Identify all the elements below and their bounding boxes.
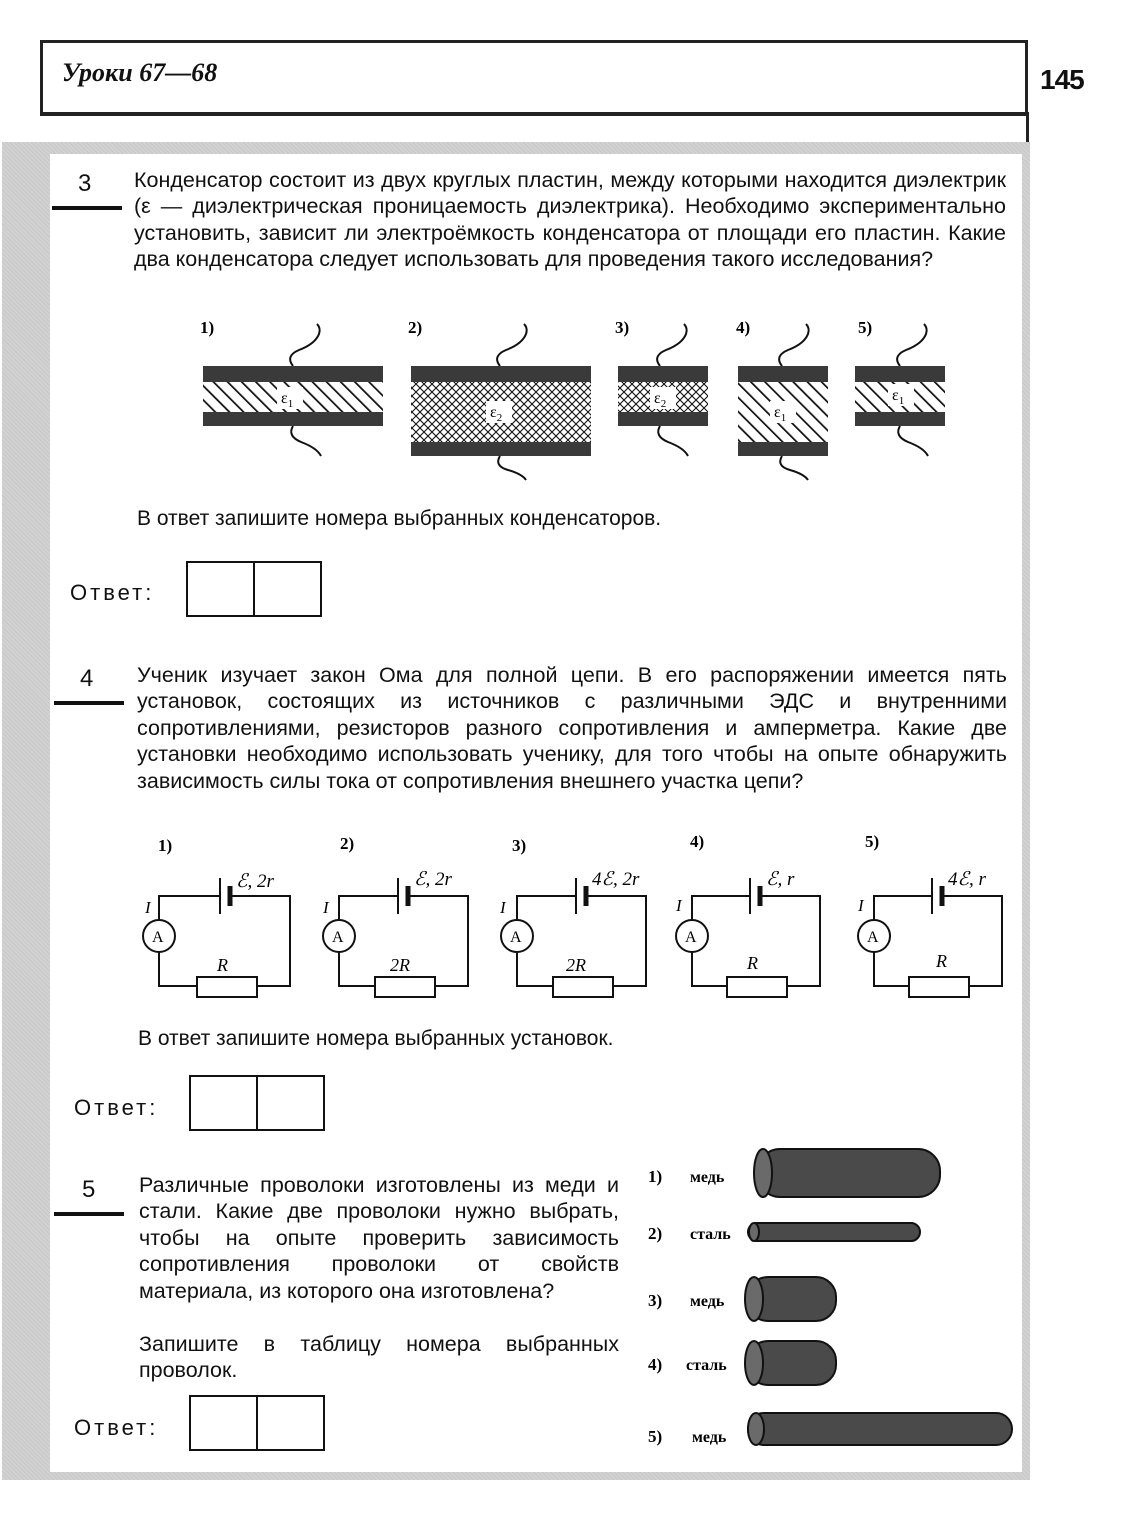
circuit-1 bbox=[143, 836, 290, 997]
capacitor-3-lead-top bbox=[657, 324, 687, 366]
circuit-2-label: 2) bbox=[340, 834, 355, 853]
capacitor-5 bbox=[855, 318, 945, 456]
question-5-answer-cell-1[interactable] bbox=[191, 1397, 256, 1449]
capacitor-1-plate-top bbox=[203, 366, 383, 382]
capacitor-2 bbox=[408, 318, 591, 480]
wire-2-material: сталь bbox=[690, 1226, 731, 1243]
wires-figure bbox=[620, 1140, 1025, 1470]
circuit-2-resistor-label: 2R bbox=[390, 955, 410, 975]
question-5-number: 5 bbox=[82, 1176, 96, 1203]
question-4-text: Ученик изучает закон Ома для полной цепи. В его распоряжении имеется пять установок, состоящих из источников с различными ЭДС и внутренними сопротивлениями, резисторов разного сопротивления и амперметра. Какие две установки необходимо использовать ученику, для того чтобы на опыте обнаружить зависимость силы тока от сопротивления внешнего участка цепи? bbox=[137, 663, 1007, 793]
circuit-2-source: ℰ, 2r bbox=[414, 869, 452, 890]
wire-4-label: 4) bbox=[648, 1355, 663, 1374]
capacitor-2-lead-bottom bbox=[498, 456, 526, 480]
capacitor-3-eps: $\varepsilon_2$ bbox=[654, 390, 667, 410]
capacitor-5-lead-top bbox=[897, 324, 927, 366]
capacitor-1 bbox=[200, 318, 383, 456]
capacitor-4-lead-bottom bbox=[780, 456, 808, 480]
question-3-answer-box[interactable] bbox=[186, 561, 322, 617]
circuit-3 bbox=[499, 836, 646, 997]
wire-4 bbox=[648, 1341, 836, 1385]
capacitor-3-lead-bottom bbox=[658, 426, 688, 456]
lesson-title: Уроки 67—68 bbox=[62, 58, 218, 87]
capacitor-4-eps: $\varepsilon_1$ bbox=[774, 404, 787, 424]
wire-3 bbox=[648, 1277, 836, 1321]
circuit-3-ammeter-label: A bbox=[510, 929, 522, 946]
question-4-marker bbox=[54, 701, 124, 705]
circuit-3-current-label: I bbox=[500, 898, 506, 917]
question-3-number: 3 bbox=[78, 170, 92, 197]
wire-5-label: 5) bbox=[648, 1427, 663, 1446]
wire-4-end bbox=[745, 1341, 763, 1385]
circuit-2 bbox=[322, 834, 468, 997]
circuit-4 bbox=[675, 832, 820, 997]
question-5-text: Различные проволоки изготовлены из меди и стали. Какие две проволоки нужно выбрать, чтобы на опыте проверить зависимость сопротивления проволоки от свойств материала, из которого она изготовлена? bbox=[139, 1173, 619, 1303]
circuit-1-current-label: I bbox=[145, 898, 151, 917]
circuit-1-resistor bbox=[197, 977, 257, 997]
wire-5 bbox=[648, 1413, 1012, 1446]
circuit-5 bbox=[857, 832, 1002, 997]
circuit-4-source: ℰ, r bbox=[766, 869, 795, 890]
capacitor-4-plate-top bbox=[738, 366, 828, 382]
circuit-4-ammeter-label: A bbox=[685, 929, 697, 946]
capacitor-2-label: 2) bbox=[408, 318, 423, 337]
wire-2-body bbox=[748, 1223, 920, 1241]
circuit-5-resistor-label: R bbox=[936, 951, 947, 971]
circuit-3-resistor-label: 2R bbox=[566, 955, 586, 975]
circuit-5-label: 5) bbox=[865, 832, 880, 851]
capacitor-2-plate-top bbox=[411, 366, 591, 382]
capacitor-5-eps: $\varepsilon_1$ bbox=[892, 387, 905, 407]
wire-3-label: 3) bbox=[648, 1291, 663, 1310]
circuit-2-resistor bbox=[375, 977, 435, 997]
question-5-answer-label: Ответ: bbox=[74, 1415, 159, 1440]
question-3-instruction: В ответ запишите номера выбранных конденсаторов. bbox=[137, 507, 662, 530]
circuit-5-resistor bbox=[909, 977, 969, 997]
capacitor-5-lead-bottom bbox=[898, 426, 928, 456]
wire-5-end bbox=[748, 1413, 764, 1445]
circuit-3-label: 3) bbox=[512, 836, 527, 855]
wire-2-end bbox=[749, 1223, 759, 1241]
circuit-5-ammeter-label: A bbox=[867, 929, 879, 946]
capacitor-5-plate-top bbox=[855, 366, 945, 382]
question-3-text: Конденсатор состоит из двух круглых пластин, между которыми находится диэлектрик (ε — диэлектрическая проницаемость диэлектрика). Необходимо экспериментально установить, зависит ли электроёмкость конденсатора от площади его пластин. Какие два конденсатора следует использовать для проведения такого исследования? bbox=[134, 168, 1006, 272]
circuit-1-source: ℰ, 2r bbox=[236, 871, 274, 892]
question-3-answer-cell-2[interactable] bbox=[253, 563, 320, 615]
question-5-marker bbox=[54, 1212, 124, 1216]
capacitor-4-plate-bottom bbox=[738, 442, 828, 456]
circuit-5-current-label: I bbox=[858, 896, 864, 915]
circuit-1-ammeter-label: A bbox=[152, 929, 164, 946]
circuit-4-label: 4) bbox=[690, 832, 705, 851]
circuit-2-ammeter-label: A bbox=[332, 929, 344, 946]
capacitors-figure bbox=[0, 0, 1125, 520]
wire-5-material: медь bbox=[692, 1429, 727, 1446]
wire-1 bbox=[648, 1149, 940, 1197]
capacitor-2-plate-bottom bbox=[411, 442, 591, 456]
question-4-answer-label: Ответ: bbox=[74, 1095, 159, 1120]
question-5-text-2: Запишите в таблицу номера выбранных проволок. bbox=[139, 1332, 619, 1383]
capacitor-3-label: 3) bbox=[615, 318, 630, 337]
capacitor-4-label: 4) bbox=[736, 318, 751, 337]
circuit-2-current-label: I bbox=[323, 898, 329, 917]
wire-4-material: сталь bbox=[686, 1357, 727, 1374]
circuit-5-source: 4ℰ, r bbox=[948, 869, 986, 890]
question-5-answer-box[interactable] bbox=[189, 1395, 325, 1451]
capacitor-3-plate-top bbox=[618, 366, 708, 382]
capacitor-3 bbox=[615, 318, 708, 456]
wire-2-label: 2) bbox=[648, 1224, 663, 1243]
circuit-3-resistor bbox=[553, 977, 613, 997]
circuit-4-resistor-label: R bbox=[747, 953, 758, 973]
capacitor-5-label: 5) bbox=[858, 318, 873, 337]
capacitor-1-lead-top bbox=[290, 324, 320, 366]
question-3-answer-cell-1[interactable] bbox=[188, 563, 253, 615]
question-4-answer-cell-2[interactable] bbox=[256, 1077, 323, 1129]
circuit-4-current-label: I bbox=[676, 896, 682, 915]
question-5-answer-cell-2[interactable] bbox=[256, 1397, 323, 1449]
circuits-figure bbox=[0, 820, 1125, 1010]
capacitor-4-lead-top bbox=[779, 324, 809, 366]
capacitor-1-lead-bottom bbox=[291, 426, 321, 456]
capacitor-5-plate-bottom bbox=[855, 412, 945, 426]
capacitor-1-eps: $\varepsilon_1$ bbox=[281, 390, 294, 410]
question-4-number: 4 bbox=[80, 665, 94, 692]
capacitor-1-label: 1) bbox=[200, 318, 215, 337]
wire-3-material: медь bbox=[690, 1293, 725, 1310]
capacitor-2-eps: $\varepsilon_2$ bbox=[490, 404, 503, 424]
wire-2 bbox=[648, 1223, 920, 1243]
circuit-1-label: 1) bbox=[158, 836, 173, 855]
wire-3-end bbox=[745, 1277, 763, 1321]
circuit-4-resistor bbox=[727, 977, 787, 997]
question-3-answer-label: Ответ: bbox=[70, 580, 155, 605]
capacitor-2-lead-top bbox=[497, 324, 527, 366]
question-4-instruction: В ответ запишите номера выбранных установок. bbox=[138, 1027, 614, 1050]
wire-1-end bbox=[754, 1149, 772, 1197]
wire-5-body bbox=[748, 1413, 1012, 1445]
capacitor-3-plate-bottom bbox=[618, 412, 708, 426]
circuit-3-source: 4ℰ, 2r bbox=[592, 869, 640, 890]
circuit-1-resistor-label: R bbox=[217, 955, 228, 975]
page-number: 145 bbox=[1040, 64, 1084, 95]
question-4-answer-box[interactable] bbox=[189, 1075, 325, 1131]
wire-1-material: медь bbox=[690, 1169, 725, 1186]
capacitor-4 bbox=[736, 318, 828, 480]
capacitor-1-plate-bottom bbox=[203, 412, 383, 426]
question-4-answer-cell-1[interactable] bbox=[191, 1077, 256, 1129]
wire-1-body bbox=[758, 1149, 940, 1197]
wire-1-label: 1) bbox=[648, 1167, 663, 1186]
